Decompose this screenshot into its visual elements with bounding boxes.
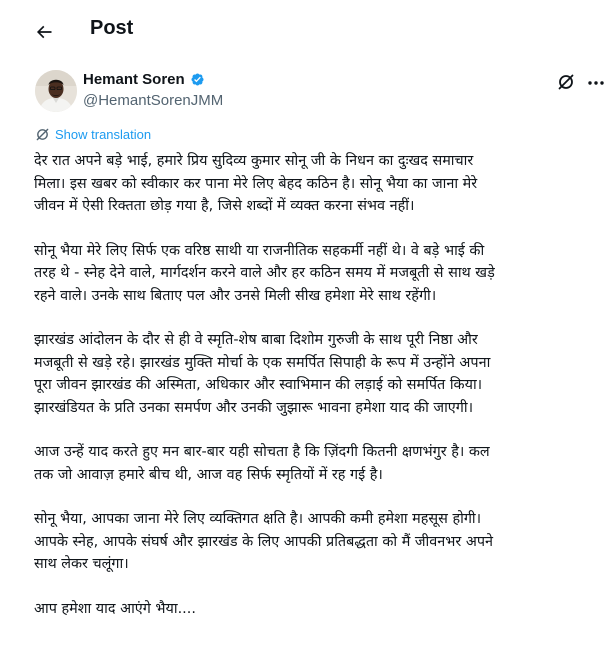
post-line: जीवन में ऐसी रिक्तता छोड़ गया है, जिसे शब्दों में व्यक्त करना संभव नहीं। <box>34 198 415 214</box>
verified-badge-icon <box>189 71 206 88</box>
post-text <box>34 150 606 642</box>
show-translation-label: Show translation <box>55 127 152 142</box>
author-name-line <box>83 71 206 88</box>
post-line: सोनू भैया मेरे लिए सिर्फ एक वरिष्ठ साथी या राजनीतिक सहकर्मी नहीं थे। वे बड़े भाई की <box>34 242 485 259</box>
more-horizontal-icon <box>586 73 606 93</box>
post-line: आप हमेशा याद आएंगे भैया.... <box>34 600 196 617</box>
translate-icon <box>35 127 50 142</box>
post-line: तरह थे - स्नेह देने वाले, मार्गदर्शन करने वाले और हर कठिन समय में मजबूती से साथ खड़े <box>34 265 495 281</box>
post-line: सोनू भैया, आपका जाना मेरे लिए व्यक्तिगत क्षति है। आपकी कमी हमेशा महसूस होगी। <box>34 511 482 527</box>
grok-icon[interactable] <box>556 72 576 92</box>
post-line: देर रात अपने बड़े भाई, हमारे प्रिय सुदिव्य कुमार सोनू जी के निधन का दुःखद समाचार <box>34 153 474 169</box>
post-paragraph-5 <box>34 508 606 576</box>
post-line: रहने वाले। उनके साथ बिताए पल और उनसे मिली सीख हमेशा मेरे साथ रहेंगी। <box>34 287 437 304</box>
post-paragraph-2 <box>34 240 606 308</box>
arrow-left-icon <box>34 22 54 42</box>
author-name[interactable]: Hemant Soren <box>83 71 185 88</box>
post-line: मिला। इस खबर को स्वीकार कर पाना मेरे लिए बेहद कठिन है। सोनू भैया का जाना मेरे <box>34 175 478 192</box>
top-bar <box>0 0 614 62</box>
post-author <box>35 70 595 118</box>
post-paragraph-3 <box>34 329 606 419</box>
post-line: आज उन्हें याद करते हुए मन बार-बार यही सोचता है कि ज़िंदगी कितनी क्षणभंगुर है। कल <box>34 444 490 460</box>
post-line: मजबूती से खड़े रहे। झारखंड मुक्ति मोर्चा के एक समर्पित सिपाही के रूप में उन्होंने अपना <box>34 354 491 371</box>
post-line: झारखंड आंदोलन के दौर से ही वे स्मृति-शेष बाबा दिशोम गुरुजी के साथ पूरी निष्ठा और <box>34 332 478 348</box>
more-options-button[interactable] <box>586 73 606 93</box>
avatar[interactable] <box>35 70 77 112</box>
post-line: झारखंडियत के प्रति उनका समर्पण और उनकी जुझारू भावना हमेशा याद की जाएगी। <box>34 399 474 416</box>
post-line: पूरा जीवन झारखंड की अस्मिता, अधिकार और स्वाभिमान की लड़ाई को समर्पित किया। <box>34 377 483 393</box>
post-paragraph-6 <box>34 598 606 621</box>
author-handle[interactable]: @HemantSorenJMM <box>83 92 224 109</box>
post-line: आपके स्नेह, आपके संघर्ष और झारखंड के लिए आपकी प्रतिबद्धता को मैं जीवनभर अपने <box>34 533 494 550</box>
post-paragraph-1 <box>34 150 606 218</box>
show-translation-link[interactable] <box>35 127 151 142</box>
post-paragraph-4 <box>34 441 606 486</box>
page-title: Post <box>90 17 134 39</box>
post-line: तक जो आवाज़ हमारे बीच थी, आज वह सिर्फ स्मृतियों में रह गई है। <box>34 466 383 483</box>
post-line: साथ लेकर चलूंगा। <box>34 556 129 572</box>
back-button[interactable] <box>26 16 62 48</box>
